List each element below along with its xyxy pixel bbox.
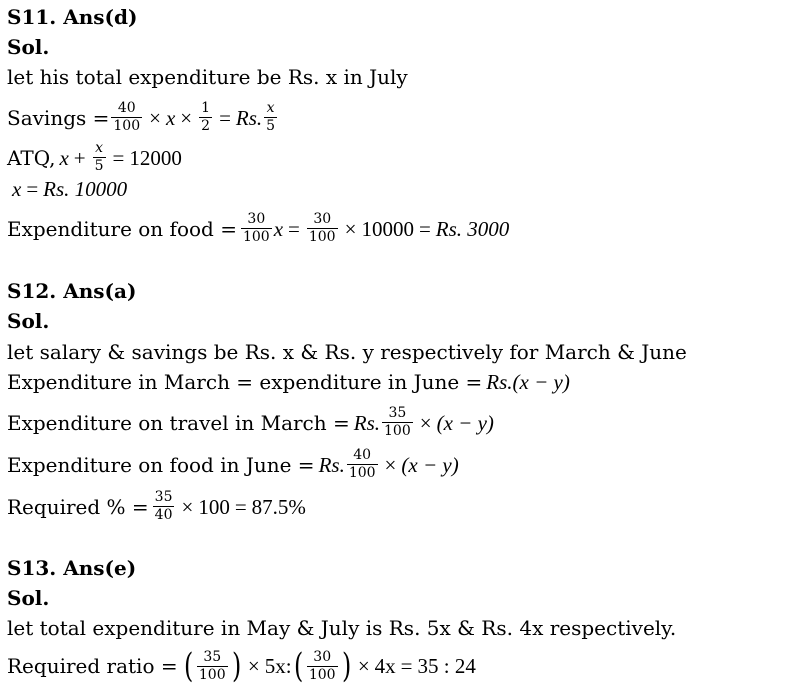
s11-atq-line: ATQ, x + $\frac{x}{5}$ = 12000 bbox=[7, 140, 182, 174]
fraction-x-5: $\frac{x}{5}$ bbox=[94, 140, 104, 174]
s11-savings-line: Savings = $\frac{40}{100}$ × x × $\frac{1}{2}$ = Rs. $\frac{x}{5}$ bbox=[7, 100, 276, 134]
s12-sol-label: Sol. bbox=[7, 309, 50, 333]
s12-required-line: Required % = $\frac{35}{40}$ × 100 = 87.5% bbox=[7, 489, 306, 523]
fraction-35-100: $\frac{35}{100}$ bbox=[198, 648, 226, 683]
fraction-30-100: $\frac{30}{100}$ bbox=[242, 211, 270, 245]
fraction-40-100: $\frac{40}{100}$ bbox=[113, 100, 141, 134]
s11-food-line: Expenditure on food = $\frac{30}{100}$ x = $\frac{30}{100}$ × 10000 = Rs. 3000 bbox=[7, 211, 510, 245]
s11-heading: S11. Ans(d) bbox=[7, 5, 138, 29]
fraction-35-40: $\frac{35}{40}$ bbox=[154, 489, 173, 523]
s13-heading: S13. Ans(e) bbox=[7, 556, 137, 580]
s13-ratio-line: Required ratio = ( $\frac{35}{100}$ ) × 5x : ( $\frac{30}{100}$ ) × 4x = 35 : 24 bbox=[7, 646, 476, 686]
s12-heading: S12. Ans(a) bbox=[7, 279, 137, 303]
s12-line2: Expenditure in March = expenditure in June = Rs. (x − y) bbox=[7, 370, 570, 394]
fraction-x-5: $\frac{x}{5}$ bbox=[266, 100, 276, 134]
fraction-1-2: $\frac{1}{2}$ bbox=[201, 100, 211, 134]
fraction-30-100: $\frac{30}{100}$ bbox=[308, 211, 336, 245]
s12-food-line: Expenditure on food in June = Rs. $\frac{40}{100}$ × (x − y) bbox=[7, 447, 459, 481]
s13-sol-label: Sol. bbox=[7, 586, 50, 610]
fraction-30-100: $\frac{30}{100}$ bbox=[308, 648, 336, 683]
s11-sol-label: Sol. bbox=[7, 35, 50, 59]
savings-label: Savings = bbox=[7, 105, 110, 130]
s13-line1: let total expenditure in May & July is Rs. 5x & Rs. 4x respectively. bbox=[7, 616, 677, 640]
s12-travel-line: Expenditure on travel in March = Rs. $\frac{35}{100}$ × (x − y) bbox=[7, 405, 494, 439]
s12-line1: let salary & savings be Rs. x & Rs. y respectively for March & June bbox=[7, 340, 687, 364]
fraction-35-100: $\frac{35}{100}$ bbox=[384, 405, 411, 439]
fraction-40-100: $\frac{40}{100}$ bbox=[348, 447, 376, 481]
s11-line1: let his total expenditure be Rs. x in July bbox=[7, 65, 408, 89]
s11-x-value-line: x = Rs. 10000 bbox=[12, 177, 128, 201]
